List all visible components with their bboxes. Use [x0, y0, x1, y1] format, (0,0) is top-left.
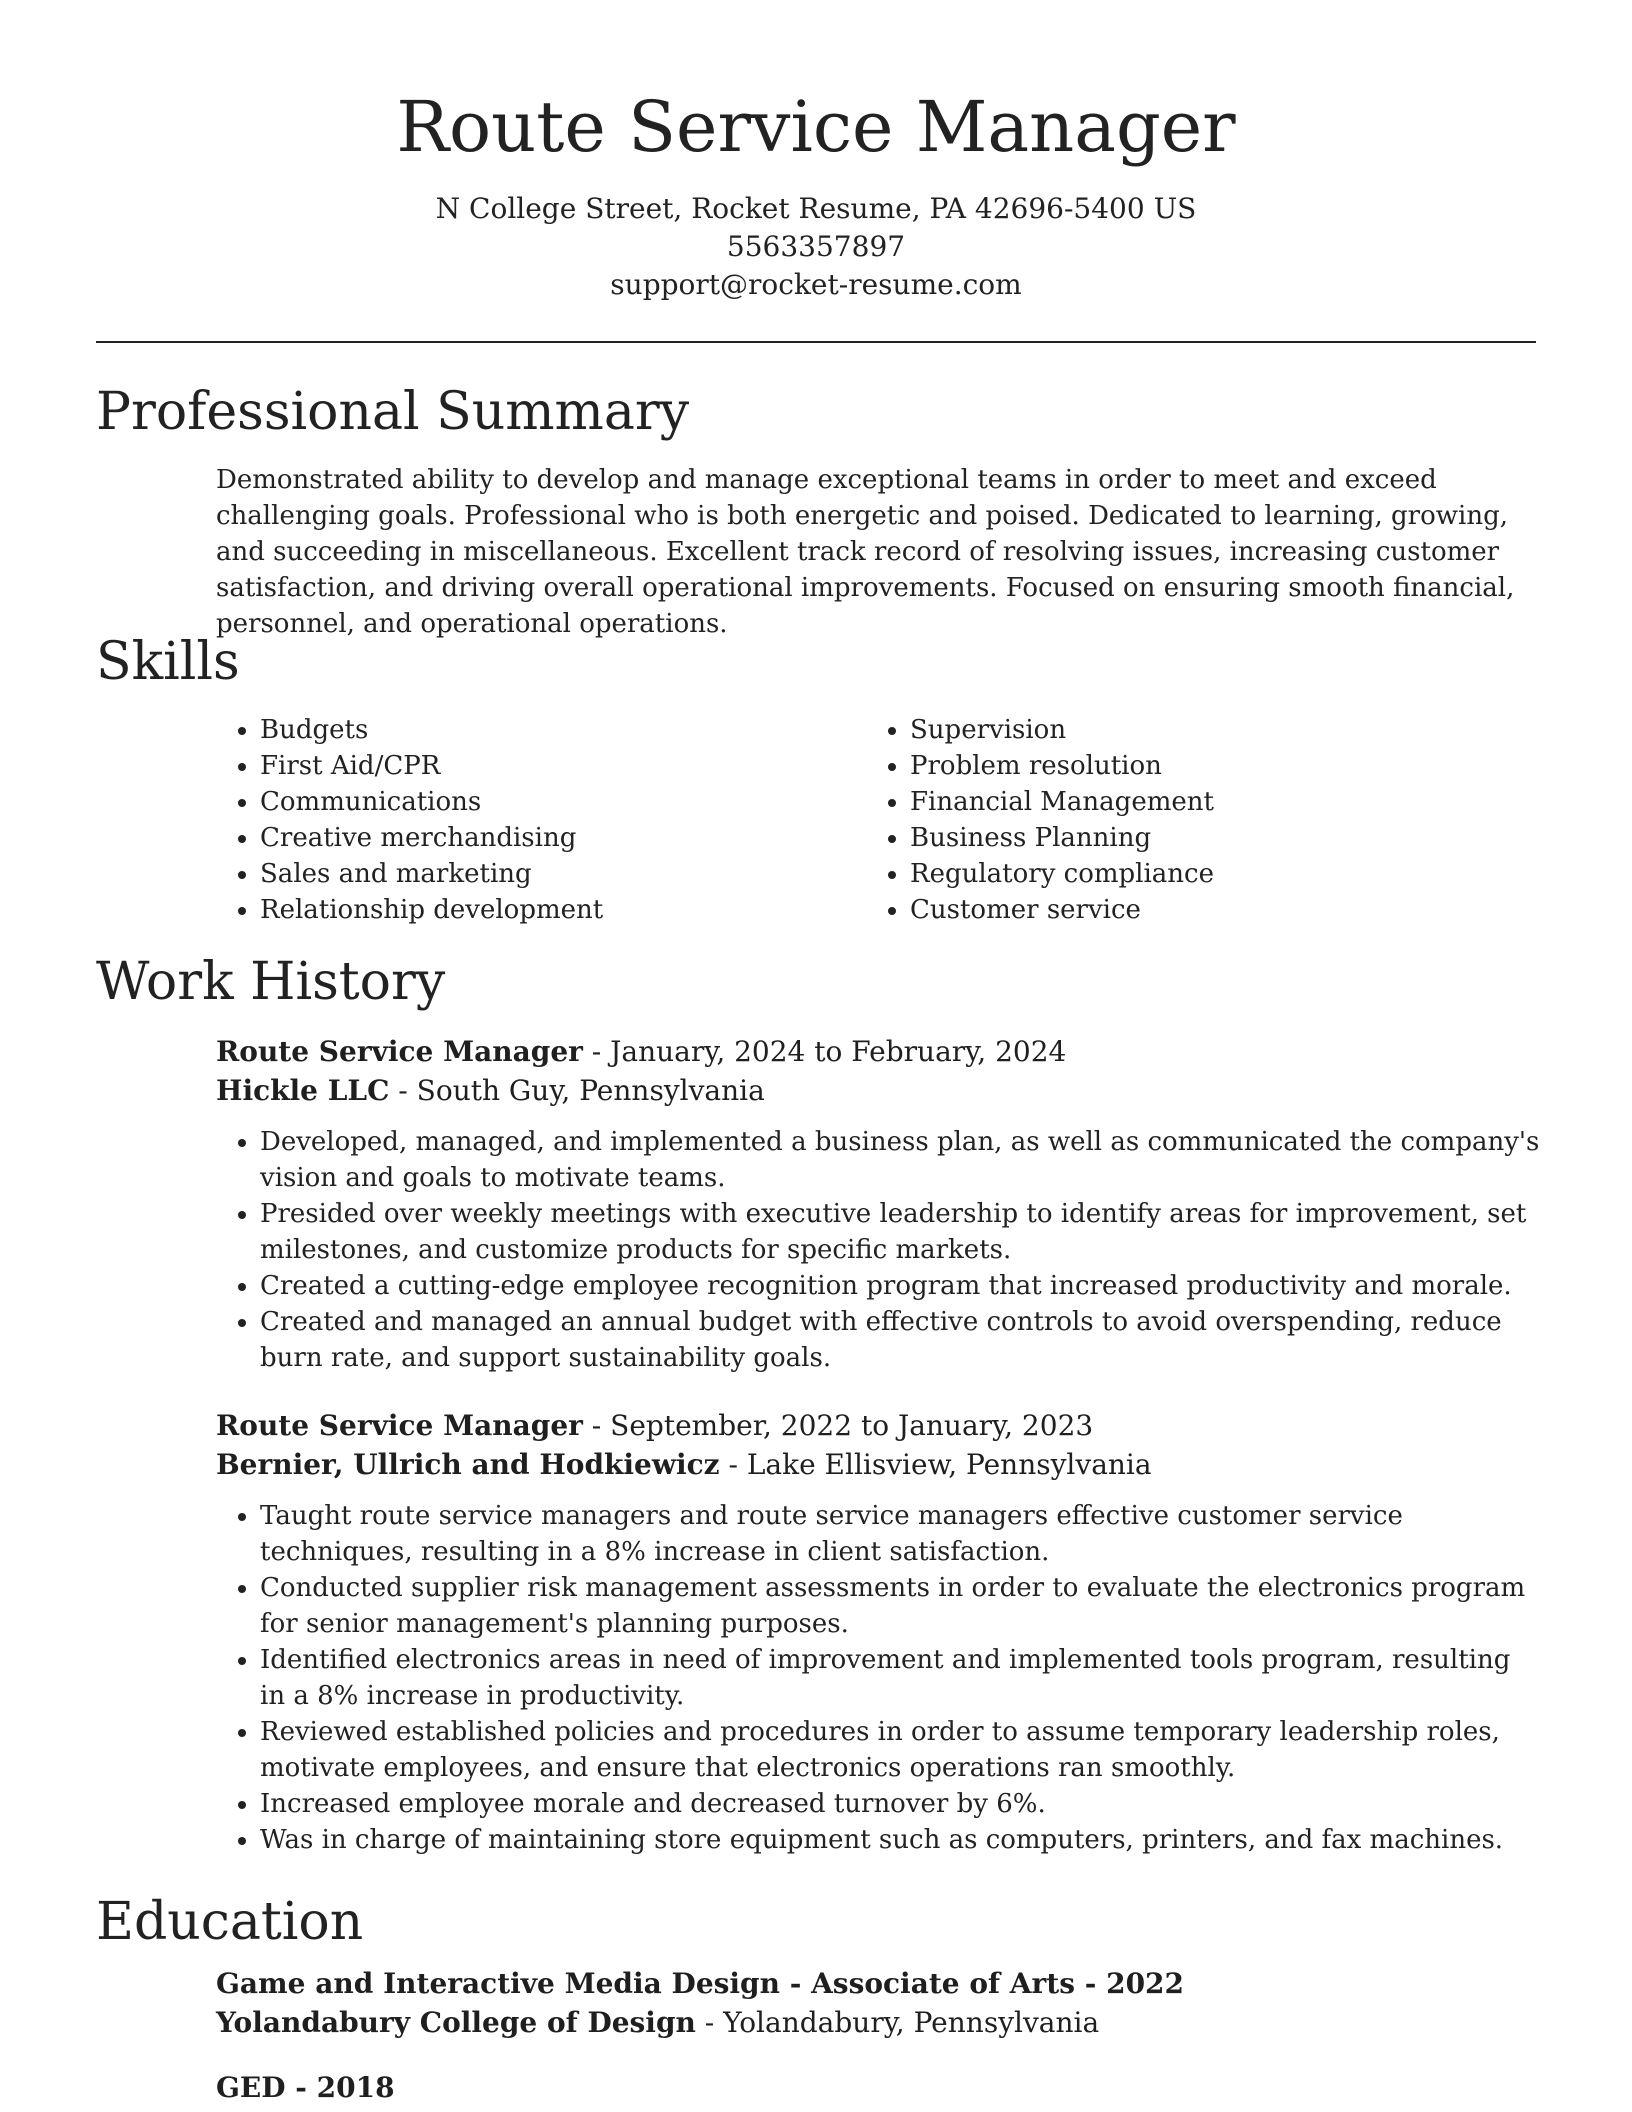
job-bullet: • Increased employee morale and decreased turnover by 6%.	[260, 1786, 1540, 1822]
candidate-name: Route Service Manager	[396, 86, 1236, 168]
contact-block	[0, 190, 1632, 304]
job-entry	[96, 1032, 1540, 1376]
skills-section	[96, 630, 1536, 928]
education-degree-line	[216, 2068, 1536, 2107]
skills-right-list	[866, 712, 1516, 928]
education-entry	[96, 2068, 1536, 2107]
education-degree: GED - 2018	[216, 2071, 395, 2104]
job-bullet: • Was in charge of maintaining store equipment such as computers, printers, and fax machines.	[260, 1822, 1540, 1858]
skill-item: • Creative merchandising	[260, 820, 866, 856]
job-bullets	[216, 1124, 1540, 1376]
education-degree-line	[216, 1964, 1536, 2003]
job-location: - Lake Ellisview, Pennsylvania	[719, 1448, 1152, 1481]
skill-item: • Communications	[260, 784, 866, 820]
skill-item: • Business Planning	[910, 820, 1516, 856]
skill-item: • Customer service	[910, 892, 1516, 928]
job-bullet: • Reviewed established policies and procedures in order to assume temporary leadership roles, motivate employees, and ensure that electronics operations ran smoothly.	[260, 1714, 1540, 1786]
education-entry	[96, 1964, 1536, 2042]
job-title-line	[216, 1406, 1536, 1445]
skill-item: • Financial Management	[910, 784, 1516, 820]
job-company: Bernier, Ullrich and Hodkiewicz	[216, 1448, 720, 1481]
job-bullet: • Developed, managed, and implemented a business plan, as well as communicated the company's vision and goals to motivate teams.	[260, 1124, 1540, 1196]
header-divider	[96, 341, 1536, 343]
resume-header	[0, 82, 1632, 304]
work-history-heading: Work History	[96, 952, 446, 1012]
address: N College Street, Rocket Resume, PA 42696-5400 US	[435, 192, 1197, 225]
skills-heading: Skills	[96, 632, 240, 692]
job-dates: - September, 2022 to January, 2023	[582, 1409, 1094, 1442]
skill-item: • Relationship development	[260, 892, 866, 928]
skill-item: • Budgets	[260, 712, 866, 748]
education-degree: Game and Interactive Media Design - Associate of Arts - 2022	[216, 1967, 1185, 2000]
skill-item: • Supervision	[910, 712, 1516, 748]
summary-section	[96, 380, 1536, 642]
job-bullet: • Taught route service managers and route service managers effective customer service techniques, resulting in a 8% increase in client satisfaction.	[260, 1498, 1540, 1570]
job-company-line	[216, 1445, 1536, 1484]
job-entry	[96, 1406, 1536, 1858]
skills-left-list	[216, 712, 866, 928]
job-location: - South Guy, Pennsylvania	[389, 1074, 765, 1107]
skill-item: • Regulatory compliance	[910, 856, 1516, 892]
summary-text: Demonstrated ability to develop and manage exceptional teams in order to meet and exceed challenging goals. Professional who is both energetic and poised. Dedicated to learning, growing, and succeeding in miscellaneous. Excellent track record of resolving issues, increasing customer satisfaction, and driving overall operational improvements. Focused on ensuring smooth financial, personnel, and operational operations.	[216, 465, 1515, 639]
job-role: Route Service Manager	[216, 1035, 583, 1068]
job-role: Route Service Manager	[216, 1409, 583, 1442]
education-location: - Yolandabury, Pennsylvania	[695, 2006, 1100, 2039]
education-school: Yolandabury College of Design	[216, 2006, 696, 2039]
job-bullet: • Created and managed an annual budget with effective controls to avoid overspending, reduce burn rate, and support sustainability goals.	[260, 1304, 1540, 1376]
summary-heading: Professional Summary	[96, 382, 690, 442]
job-title-line	[216, 1032, 1536, 1071]
job-dates: - January, 2024 to February, 2024	[582, 1035, 1067, 1068]
job-bullet: • Identified electronics areas in need of improvement and implemented tools program, resulting in a 8% increase in productivity.	[260, 1642, 1540, 1714]
skill-item: • Sales and marketing	[260, 856, 866, 892]
skill-item: • First Aid/CPR	[260, 748, 866, 784]
email: support@rocket-resume.com	[610, 268, 1022, 301]
job-company-line	[216, 1071, 1536, 1110]
education-school-line	[216, 2003, 1536, 2042]
job-company: Hickle LLC	[216, 1074, 390, 1107]
phone: 5563357897	[726, 230, 906, 263]
work-history-section	[96, 950, 1540, 1858]
skills-columns	[216, 712, 1536, 928]
job-bullet: • Created a cutting-edge employee recognition program that increased productivity and morale.	[260, 1268, 1540, 1304]
job-bullet: • Conducted supplier risk management assessments in order to evaluate the electronics program for senior management's planning purposes.	[260, 1570, 1540, 1642]
job-bullets	[216, 1498, 1540, 1858]
education-section	[96, 1890, 1536, 2107]
job-bullet: • Presided over weekly meetings with executive leadership to identify areas for improvement, set milestones, and customize products for specific markets.	[260, 1196, 1540, 1268]
skill-item: • Problem resolution	[910, 748, 1516, 784]
education-heading: Education	[96, 1892, 364, 1952]
